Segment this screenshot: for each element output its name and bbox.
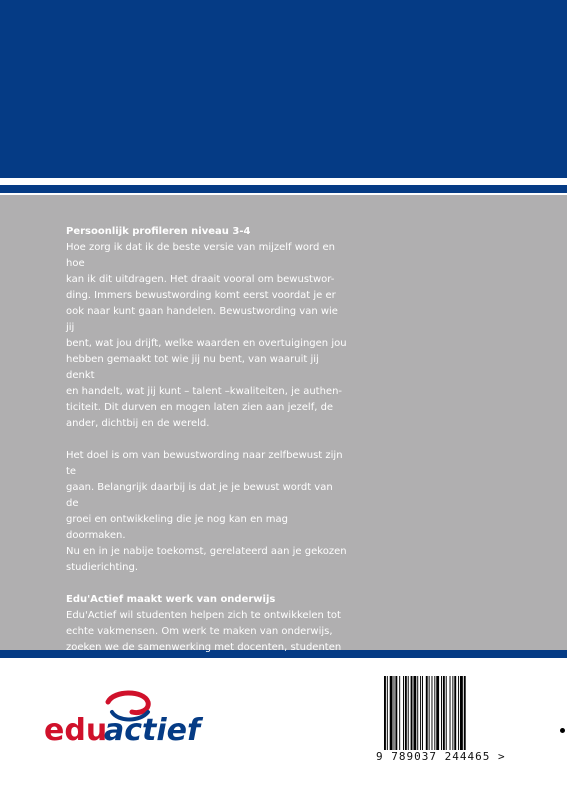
line: studierichting. — [66, 562, 139, 573]
line: Het doel is om van bewustwording naar zelfbewust zijn te — [66, 450, 343, 477]
barcode-bar — [411, 676, 413, 750]
barcode-bar — [426, 676, 428, 750]
barcode-bar — [432, 676, 433, 750]
eduactief-logo — [44, 690, 204, 750]
barcode-bar — [390, 676, 393, 750]
line: Edu'Actief wil studenten helpen zich te ontwikkelen tot — [66, 610, 341, 621]
barcode-bar — [458, 676, 459, 750]
top-blue-band — [0, 0, 567, 178]
line: hebben gemaakt tot wie jij nu bent, van waaruit jij denkt — [66, 354, 319, 381]
isbn-number: 9 789037 244465 > — [376, 750, 506, 763]
line: zoeken we de samenwerking met docenten, studenten — [66, 642, 342, 653]
line: ticiteit. Dit durven en mogen laten zien aan jezelf, de — [66, 402, 334, 413]
paragraph-1 — [66, 240, 348, 432]
barcode-bar — [454, 676, 456, 750]
barcode-bar — [420, 676, 421, 750]
line: vernieuwende leermiddelen maken die aansluiten op de — [66, 674, 348, 685]
barcode-bar — [384, 676, 386, 750]
line: kan ik dit uitdragen. Het draait vooral om bewustwor- — [66, 274, 335, 285]
barcode — [384, 676, 488, 760]
barcode-bar — [403, 676, 404, 750]
line: ding. Immers bewustwording komt eerst voordat je er — [66, 290, 336, 301]
heading-eduactief: Edu'Actief maakt werk van onderwijs — [66, 594, 276, 605]
line: echte vakmensen. Om werk te maken van onderwijs, — [66, 626, 333, 637]
line: en het bedrijfsleven. Dankzij dat netwerk kunnen we — [66, 658, 331, 669]
line: behoefte van de beroepspraktijk. — [66, 690, 232, 701]
barcode-bar — [460, 676, 463, 750]
barcode-bar — [417, 676, 418, 750]
line: bent, wat jou drijft, welke waarden en overtuigingen jou — [66, 338, 347, 349]
logo-swirl-red — [108, 693, 148, 713]
line: ander, dichtbij en de wereld. — [66, 418, 210, 429]
barcode-bar — [446, 676, 447, 750]
blue-stripe — [0, 185, 567, 193]
back-cover-text — [66, 224, 348, 704]
barcode-bar — [429, 676, 430, 750]
paragraph-2 — [66, 448, 348, 576]
barcode-bar — [452, 676, 453, 750]
barcode-bar — [399, 676, 400, 750]
logo-edu-text: edu — [44, 713, 108, 748]
logo-actief-text: actief — [104, 713, 201, 748]
barcode-bar — [443, 676, 445, 750]
line: Hoe zorg ik dat ik de beste versie van mijzelf word en hoe — [66, 242, 335, 269]
line: gaan. Belangrijk daarbij is dat je je bewust wordt van de — [66, 482, 333, 509]
barcode-bar — [450, 676, 451, 750]
barcode-bar — [422, 676, 423, 750]
line: en handelt, wat jij kunt – talent –kwaliteiten, je authen- — [66, 386, 343, 397]
barcode-bar — [395, 676, 397, 750]
edge-dot — [560, 728, 565, 733]
line: groei en ontwikkeling die je nog kan en mag doormaken. — [66, 514, 288, 541]
barcode-bar — [434, 676, 435, 750]
barcode-bar — [408, 676, 409, 750]
barcode-bar — [394, 676, 395, 750]
line: ook naar kunt gaan handelen. Bewustwording van wie jij — [66, 306, 338, 333]
heading-persoonlijk-profileren: Persoonlijk profileren niveau 3-4 — [66, 226, 251, 237]
barcode-bar — [436, 676, 439, 750]
barcode-bar — [405, 676, 407, 750]
barcode-bar — [464, 676, 466, 750]
line: Nu en in je nabije toekomst, gerelateerd aan je gekozen — [66, 546, 347, 557]
barcode-bar — [413, 676, 416, 750]
barcode-bar — [387, 676, 388, 750]
barcode-bar — [441, 676, 442, 750]
